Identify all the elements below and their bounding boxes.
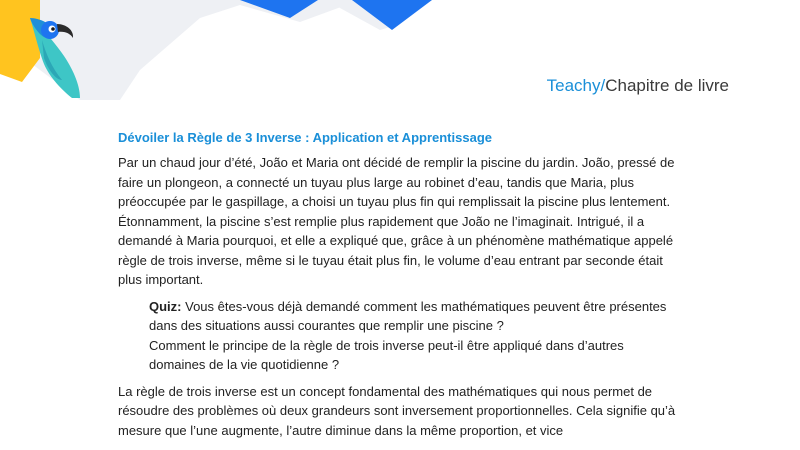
document-title: Dévoiler la Règle de 3 Inverse : Application et Apprentissage — [118, 130, 492, 145]
document-content — [118, 129, 683, 447]
quiz-label: Quiz: — [149, 298, 182, 314]
quiz-question-2: Comment le principe de la règle de trois inverse peut-il être appliqué dans d’autres domaines de la vie quotidienne ? — [149, 337, 624, 372]
brand-name[interactable]: Teachy/ — [546, 76, 606, 95]
intro-paragraph: Par un chaud jour d’été, João et Maria ont décidé de remplir la piscine du jardin. João, pressé de faire un plongeon, a connecté un tuyau plus large au robinet d’eau, tandis que Maria, plus préoccupée par le gaspillage, a choisi un tuyau plus fin qui remplissait la piscine plus lentement. Étonnamment, la piscine s’est remplie plus rapidement que João ne l’imaginait. Intrigué, il a demandé à Maria pourquoi, et elle a expliqué que, grâce à un phénomène mathématique appelé règle de trois inverse, même si le tuyau était plus fin, le volume d’eau entrant par seconde était plus important. — [118, 155, 675, 287]
brand-breadcrumb — [547, 76, 729, 96]
yellow-shape — [0, 0, 40, 82]
body-paragraph: La règle de trois inverse est un concept fondamental des mathématiques qui nous permet de résoudre des problèmes où deux grandeurs sont inversement proportionnelles. Cela signifie qu’à mesure que l’une augmente, l’autre diminue dans la même proportion, et vice — [118, 383, 676, 438]
quiz-question-1-text: Vous êtes-vous déjà demandé comment les mathématiques peuvent être présentes dans des situations aussi courantes que remplir une piscine ? — [149, 298, 667, 333]
section-name: Chapitre de livre — [605, 76, 729, 95]
quiz-question-1 — [149, 297, 669, 336]
quiz-block — [149, 297, 669, 375]
